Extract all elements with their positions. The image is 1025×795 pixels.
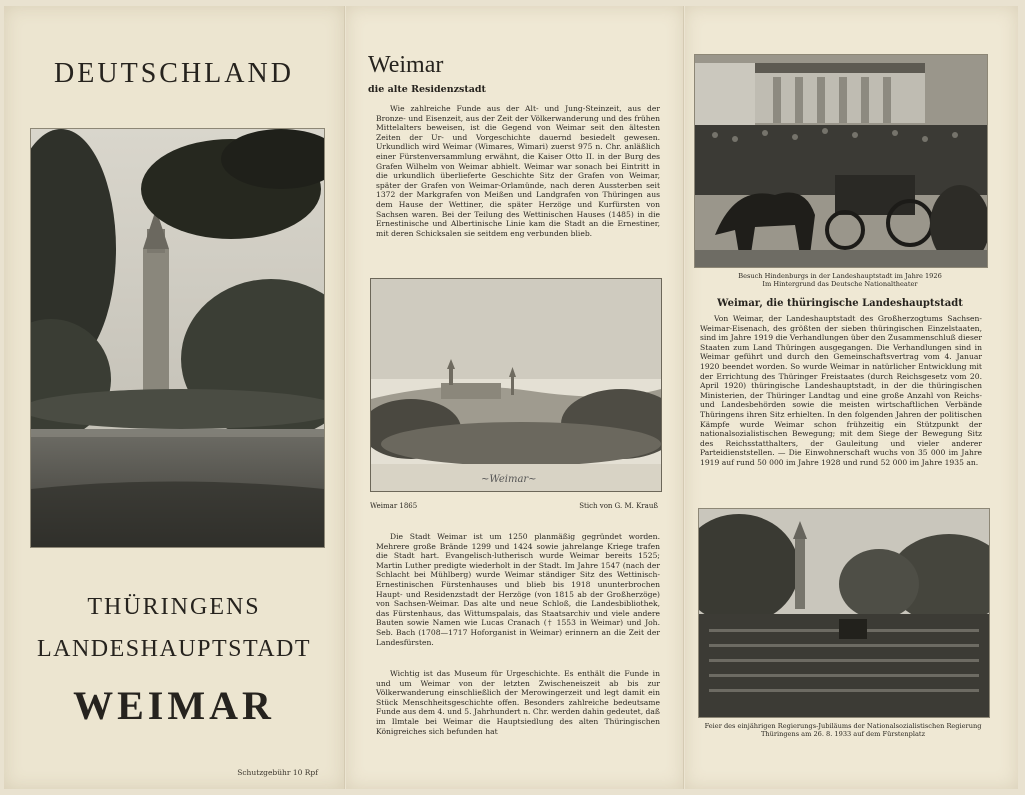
- photo-rally-caption: [696, 722, 990, 738]
- middle-paragraph-2: Die Stadt Weimar ist um 1250 planmäßig gegründet worden. Mehrere große Brände 1299 und 1424 sowie jahrelange Kriege trafen die Stadt hart. Evangelisch-lutherisch wurde Weimar bereits 1525; Martin Luther predigte wiederholt in der Stadt. Im Jahre 1547 (nach der Schlacht bei Mühlberg) wurde Weimar ständiger Sitz des Wettinisch-Ernestinischen Fürstenhauses und blieb bis 1918 ununterbrochen Haupt- und Residenzstadt der Herzöge (von 1815 ab der Großherzöge) von Sachsen-Weimar. Das alte und neue Schloß, die Landesbibliothek, das Fürstenhaus, das Wittumspalais, das Staatsarchiv und viele andere Bauten sowie Namen wie Lucas Cranach († 1553 in Weimar) und Joh. Seb. Bach (1708—1717 Hoforganist in Weimar) erinnern an die Zeit der Landesfürsten.: [376, 532, 660, 647]
- cover-country-title: DEUTSCHLAND: [54, 58, 294, 89]
- photo-fuerstenplatz-rally: [698, 508, 990, 718]
- engraving-caption-artist: Stich von G. M. Krauß: [579, 502, 658, 510]
- middle-subtitle: die alte Residenzstadt: [368, 84, 486, 95]
- cover-panel: [4, 6, 344, 789]
- middle-title: Weimar: [368, 52, 444, 78]
- cover-fee-note: Schutzgebühr 10 Rpf: [237, 768, 318, 777]
- photo-hindenburg-visit: [694, 54, 988, 268]
- fold-line-left: [344, 6, 346, 789]
- right-panel: [684, 6, 1018, 789]
- svg-text:~Weimar~: ~Weimar~: [481, 474, 537, 485]
- engraving-weimar-1865: [370, 278, 662, 492]
- middle-paragraph-3: Wichtig ist das Museum für Urgeschichte. Es enthält die Funde in und um Weimar von der letzten Zwischeneiszeit ab bis zur Völkerwanderung einschließlich der Merowingerzeit und legt damit ein Stück Menschheitsgeschichte offen. Besonders zahlreiche bedeutsame Funde aus dem 4. und 5. Jahrhundert n. Chr. werden dahin gedeutet, daß im Ilmtale bei Weimar die Hauptsiedlung des alten Thüringischen Königreiches sich befunden hat: [376, 669, 660, 736]
- right-heading: Weimar, die thüringische Landeshauptstadt: [717, 298, 963, 309]
- fold-line-right: [683, 6, 685, 789]
- photo-hindenburg-caption: [694, 272, 986, 288]
- engraving-caption-year: Weimar 1865: [370, 502, 418, 510]
- cover-title-line-2: LANDESHAUPTSTADT: [36, 636, 312, 662]
- right-paragraph: Von Weimar, der Landeshauptstadt des Großherzogtums Sachsen-Weimar-Eisenach, des größten der sieben thüringischen Einzelstaaten, sind im Jahre 1919 die Verhandlungen über den Zusammenschluß dieser Staaten zum Land Thüringen ausgegangen. Die Verhandlungen sind in Weimar geführt und durch den Gemeinschaftsvertrag vom 4. Januar 1920 beendet worden. So wurde Weimar in natürlicher Entwicklung mit der Errichtung des Thüringer Freistaates (durch Reichsgesetz vom 20. April 1920) thüringische Landeshauptstadt, in der die thüringischen Ministerien, der Thüringer Landtag und eine große Anzahl von Reichs- und Landesbehörden sowie die meisten wirtschaftlichen Verbände Thüringens ihren Sitz erhielten. In den folgenden Jahren der politischen Kämpfe wurde Weimar schon frühzeitig ein Stützpunkt der nationalsozialistischen Bewegung; mit dem Siege der Bewegung Sitz des Reichsstatthalters, der Gauleitung und vieler anderer Parteidienststellen. — Die Einwohnerschaft wuchs von 35 000 im Jahre 1919 auf rund 50 000 im Jahre 1928 und rund 52 000 im Jahre 1935 an.: [700, 314, 982, 467]
- cover-title-city: WEIMAR: [73, 683, 275, 728]
- middle-panel: [346, 6, 684, 789]
- photo-hindenburg-caption-text: Besuch Hindenburgs in der Landeshauptstadt im Jahre 1926 Im Hintergrund das Deutsche Nationaltheater: [738, 272, 942, 288]
- middle-paragraph-1: Wie zahlreiche Funde aus der Alt- und Jung-Steinzeit, aus der Bronze- und Eisenzeit, aus der Zeit der Völkerwanderung und des frühen Mittelalters beweisen, ist die Gegend von Weimar seit den ältesten Zeiten der Ur- und Vorgeschichte dauernd besiedelt gewesen. Urkundlich wird Weimar (Wimares, Wimari) zuerst 975 n. Chr. anläßlich einer Fürstenversammlung erwähnt, die Kaiser Otto II. in der Burg des Grafen Wilhelm von Weimar abhielt. Weimar war sonach bei Eintritt in die urkundlich überlieferte Geschichte Sitz der Grafen von Weimar, später der Grafen von Weimar-Orlamünde, nach deren Aussterben seit 1372 der Markgrafen von Meißen und Landgrafen von Thüringen aus dem Hause der Wettiner, die später Herzöge und Kurfürsten von Sachsen waren. Bei der Teilung des Wettinischen Hauses (1485) in die Ernestinische und Albertinische Linie kam die Stadt an die Ernestiner, mit deren Schicksalen sie seitdem eng verbunden blieb.: [376, 104, 660, 238]
- cover-photo-castle-tower: [30, 128, 325, 548]
- cover-title-line-1: THÜRINGENS: [87, 594, 261, 620]
- photo-rally-caption-text: Feier des einjährigen Regierungs-Jubiläums der Nationalsozialistischen Regierung Thüringens am 26. 8. 1933 auf dem Fürstenplatz: [704, 722, 982, 738]
